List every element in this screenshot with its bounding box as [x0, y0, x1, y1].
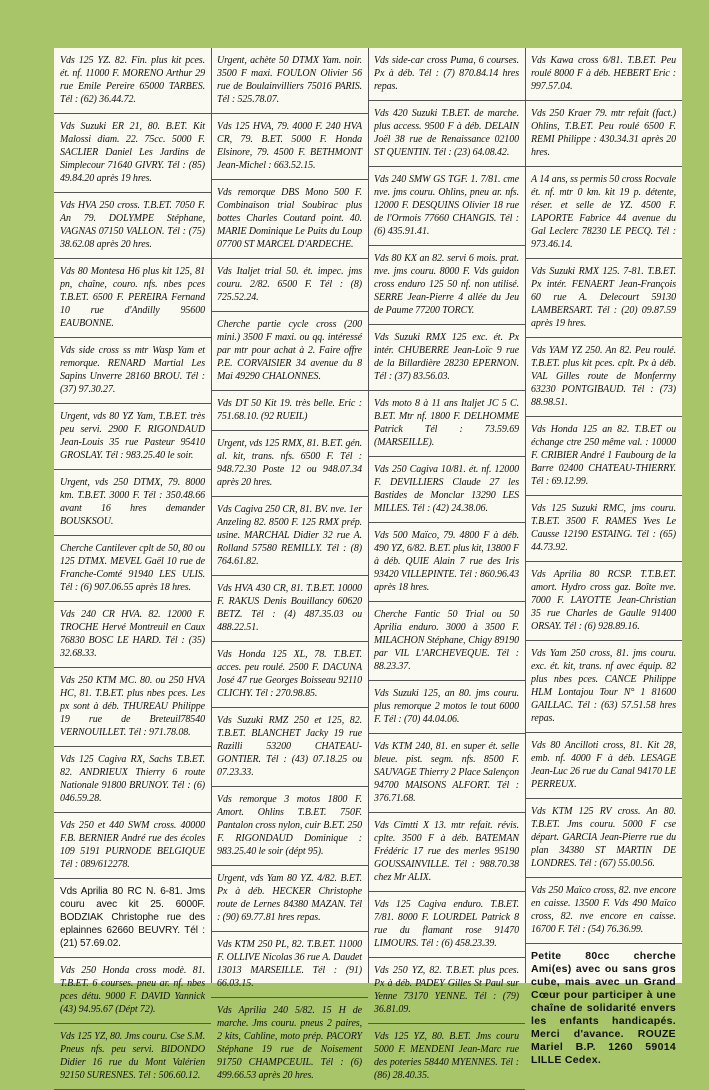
ads-column-2 — [211, 48, 369, 1081]
classified-ad: Urgent, achète 50 DTMX Yam. noir. 3500 F maxi. FOULON Olivier 56 rue de Boulainvilliers 75016 PARIS. Tél : 525.78.07. — [211, 48, 368, 114]
classified-ad: Vds side cross ss mtr Wasp Yam et remorque. RENARD Martial Les Sapins Unverre 28160 BROU. Tél : (37) 97.30.27. — [54, 338, 211, 404]
classified-ad: Vds 80 Ancilloti cross, 81. Kit 28, emb. nf. 4000 F à déb. LESAGE Jean-Luc 26 rue du Canal 94170 LE PERREUX. — [525, 733, 682, 799]
classified-ad: Vds 125 Cagiva enduro. T.B.ET. 7/81. 8000 F. LOURDEL Patrick 8 rue du flamant rose 91470 LIMOURS. Tél : (6) 458.23.39. — [368, 892, 525, 958]
classified-ad: A 14 ans, ss permis 50 cross Rocvale ét. nf. mtr 0 km. kit 19 p. détente, réser. et selle de YZ. 4500 F. LAPORTE Fabrice 44 avenue du Gal Leclerc 78230 LE PECQ. Tél : 973.46.14. — [525, 167, 682, 259]
classified-ad: Vds Aprilia 240 5/82. 15 H de marche. Jms couru. pneus 2 paires, 2 kits, Cahline, moto prép. PACORY Stéphane 19 rue de Noisement 91750 CHAMPCEUIL. Tél : (6) 499.66.53 après 20 hres. — [211, 998, 368, 1090]
classified-ads-page — [54, 48, 682, 1081]
classified-ad: Vds 250 Honda cross modè. 81. T.B.ET. 6 courses. pneu ar. nf. nbes pces détu. 9000 F. DAVID Yannick (43) 94.95.67 (Dépt 72). — [54, 958, 211, 1024]
classified-ad: Vds moto 8 à 11 ans Italjet JC 5 C. B.ET. Mtr nf. 1800 F. DELHOMME Patrick Tél : 73.59.69 (MARSEILLE). — [368, 391, 525, 457]
classified-ad: Vds remorque DBS Mono 500 F. Combinaison trial Soubirac plus bottes Charles Coutard point. 40. MARIE Dominique Le Puits du Loup 07700 ST MARCEL D'ARDECHE. — [211, 180, 368, 259]
classified-ad: Vds 250 Maïco cross, 82. nve encore en caisse. 13500 F. Vds 490 Maïco cross, 82. nve encore en caisse. 16700 F. Tél : (54) 76.36.99. — [525, 878, 682, 944]
classified-ad: Vds 125 YZ, 80. B.ET. Jms couru 5000 F. MENDENI Jean-Marc rue des poteries 58440 MYENNES. Tél : (86) 28.40.35. — [368, 1024, 525, 1090]
classified-ad: Vds KTM 240, 81. en super ét. selle bleue. pist. segm. nfs. 8500 F. SAUVAGE Thierry 2 Place Salençon 94700 MAISONS ALFORT. Tél : 376.71.68. — [368, 734, 525, 813]
ads-column-1 — [54, 48, 212, 1081]
classified-ad: Vds DT 50 Kit 19. très belle. Eric : 751.68.10. (92 RUEIL) — [211, 391, 368, 431]
classified-ad: Cherche Fantic 50 Trial ou 50 Aprilia enduro. 3000 à 3500 F. MILACHON Stéphane, Chigy 89190 par VIL L'ARCHEVEQUE. Tél : 88.23.37. — [368, 602, 525, 681]
classified-ad: Vds 80 KX an 82. servi 6 mois. prat. nve. jms couru. 8000 F. Vds guidon cross enduro 125 50 nf. non utilisé. SERRE Jean-Pierre 4 allée du Jeu de Paume 77200 TORCY. — [368, 246, 525, 325]
classified-ad: Vds Kawa cross 6/81. T.B.ET. Peu roulé 8000 F à déb. HEBERT Eric : 997.57.04. — [525, 48, 682, 101]
classified-ad: Vds 250 KTM MC. 80. ou 250 HVA HC, 81. T.B.ET. plus nbes pces. Les px sont à déb. THUREAU Philippe 19 rue de Breteuil78540 VERNOUILLET. Tél : 971.78.08. — [54, 668, 211, 747]
ads-column-3 — [368, 48, 526, 1081]
classified-ad: Vds Honda 125 an 82. T.B.ET ou échange ctre 250 même val. : 10000 F. CRIBIER André 1 Faubourg de la Barre 02400 CHATEAU-THIERRY. Tél : 69.12.99. — [525, 417, 682, 496]
classified-ad: Vds 250 et 440 SWM cross. 40000 F.B. BERNIER André rue des écoles 109 5191 PURNODE BELGIQUE Tél : 089/612278. — [54, 813, 211, 879]
classified-ad: Vds 250 Cagiva 10/81. ét. nf. 12000 F. DEVILLIERS Claude 27 les Bastides de Monclar 13290 LES MILLES. Tél : (42) 24.38.06. — [368, 457, 525, 523]
classified-ad: Vds 250 YZ, 82. T.B.ET. plus pces. Px à déb. PADEY Gilles St Paul sur Yenne 73170 YENNE. Tél : (79) 36.81.09. — [368, 958, 525, 1024]
classified-ad: Vds 125 Cagiva RX, Sachs T.B.ET. 82. ANDRIEUX Thierry 6 route Nationale 91800 BRUNOY. Tél : (6) 046.59.28. — [54, 747, 211, 813]
classified-ad: Vds 420 Suzuki T.B.ET. de marche. plus access. 9500 F à déb. DELAIN Joël 38 rue de Renaissance 02100 ST QUENTIN. Tél : (23) 64.08.42. — [368, 101, 525, 167]
classified-ad: Vds 125 Suzuki RMC, jms couru. T.B.ET. 3500 F. RAMES Yves Le Causse 12190 ESTAING. Tél : (65) 44.73.92. — [525, 496, 682, 562]
classified-ad: Vds KTM 250 PL, 82. T.B.ET. 11000 F. OLLIVE Nicolas 36 rue A. Daudet 13013 MARSEILLE. Tél : (91) 66.03.15. — [211, 932, 368, 998]
classified-ad: Vds side-car cross Puma, 6 courses. Px à déb. Tél : (7) 870.84.14 hres repas. — [368, 48, 525, 101]
classified-ad: Cherche Cantilever cplt de 50, 80 ou 125 DTMX. MEVEL Gaël 10 rue de Franche-Comté 91940 LES ULIS. Tél : (6) 907.06.55 après 18 hres. — [54, 536, 211, 602]
classified-ad: Vds Suzuki RMX 125. 7-81. T.B.ET. Px intér. FENAERT Jean-François 60 rue A. Delecourt 59130 LAMBERSART. Tél : (20) 09.87.59 après 19 hres. — [525, 259, 682, 338]
classified-ad: Vds HVA 430 CR, 81. T.B.ET. 10000 F. RAKUS Denis Bouillancy 60620 BETZ. Tél : (4) 487.35.03 ou 488.22.51. — [211, 576, 368, 642]
classified-ad: Vds Cagiva 250 CR, 81. BV. nve. 1er Anzeling 82. 8500 F. 125 RMX prép. usine. MARCHAL Didier 32 rue A. Rolland 57580 REMILLY. Tél : (8) 764.61.82. — [211, 497, 368, 576]
classified-ad: Vds Suzuki RMX 125 exc. ét. Px intér. CHUBERRE Jean-Loïc 9 rue de la Billardière 28230 EPERNON. Tél : (37) 83.56.03. — [368, 325, 525, 391]
classified-ad: Vds Honda 125 XL, 78. T.B.ET. acces. peu roulé. 2500 F. DACUNA José 47 rue Georges Boisseau 92110 CLICHY. Tél : 270.98.85. — [211, 642, 368, 708]
classified-ad: Vds 125 YZ. 82. Fin. plus kit pces. ét. nf. 11000 F. MORENO Arthur 29 rue Emile Pereire 65000 TARBES. Tél : (62) 36.44.72. — [54, 48, 211, 114]
classified-ad: Vds 125 HVA, 79. 4000 F. 240 HVA CR, 79. B.ET. 5000 F. Honda Elsinore, 79. 4500 F. BETHMONT Jean-Michel : 663.52.15. — [211, 114, 368, 180]
classified-ad: Petite 80cc cherche Ami(es) avec ou sans gros cube, mais avec un Grand Cœur pour participer à une chaîne de solidarité envers les enfants handicapés. Merci d'avance. ROUZE Mariel B.P. 1260 59014 LILLE Cedex. — [531, 950, 676, 1066]
ads-column-4 — [525, 48, 682, 1066]
classified-ad: Vds 125 YZ, 80. Jms couru. Cse S.M. Pneus nfs. peu servi. BIDONDO Didier 16 rue du Mont Valérien 92150 SURESNES. Tél : 506.60.12. — [54, 1024, 211, 1090]
classified-ad: Vds 250 Kraer 79. mtr refait (fact.) Ohlins, T.B.ET. Peu roulé 6500 F. REMI Philippe : 430.34.31 après 20 hres. — [525, 101, 682, 167]
classified-ad: Vds remorque 3 motos 1800 F. Amort. Ohlins T.B.ET. 750F. Pantalon cross nylon, cuir B.ET. 250 F. RIGONDAUD Dominique : 983.25.40 le soir (dépt 95). — [211, 787, 368, 866]
classified-ad: Vds 240 SMW GS TGF. 1. 7/81. cme nve. jms couru. Ohlins, pneu ar. nfs. 12000 F. DESQUINS Olivier 18 rue de l'Ormois 77660 CHANGIS. Tél : (6) 435.91.41. — [368, 167, 525, 246]
classified-ad: Vds 500 Maïco, 79. 4800 F à déb. 490 YZ, 6/82. B.ET. plus kit, 13800 F à déb. QUIE Alain 7 rue des Iris 93420 VILLEPINTE. Tél : 860.96.43 après 18 hres. — [368, 523, 525, 602]
classified-ad: Vds Aprilia 80 RC N. 6-81. Jms couru avec kit 25. 6000F. BODZIAK Christophe rue des eplainnes 62660 BEUVRY. Tél : (21) 57.69.02. — [54, 879, 211, 958]
classified-ad: Cherche partie cycle cross (200 mini.) 3500 F maxi. ou qq. intéressé par mtr pour achat à 2. Faire offre P.E. CORVAISIER 34 avenue du 8 Mai 49290 CHALONNES. — [211, 312, 368, 391]
classified-ad: Vds Cimtti X 13. mtr refait. révis. cplte. 3500 F à déb. BATEMAN Frédéric 17 rue des merles 95190 GOUSSAINVILLE. Tél : 988.70.38 chez Mr ALIX. — [368, 813, 525, 892]
classified-ad: Vds 240 CR HVA. 82. 12000 F. TROCHE Hervé Montreuil en Caux 76830 BOSC LE HARD. Tél : (35) 32.68.33. — [54, 602, 211, 668]
classified-ad: Vds KTM 125 RV cross. An 80. T.B.ET. Jms couru. 5000 F cse départ. GARCIA Jean-Pierre rue du plan 34380 ST MARTIN DE LONDRES. Tél : (67) 55.00.56. — [525, 799, 682, 878]
classified-ad: Vds Suzuki 125, an 80. jms couru. plus remorque 2 motos le tout 6000 F. Tél : (70) 44.04.06. — [368, 681, 525, 734]
classified-ad: Vds YAM YZ 250. An 82. Peu roulé. T.B.ET. plus kit pces. cplt. Px à déb. VAL Gilles route de Monferrny 63230 PONTGIBAUD. Tél : (73) 88.98.51. — [525, 338, 682, 417]
classified-ad: Vds Suzuki RMZ 250 et 125, 82. T.B.ET. BLANCHET Jacky 19 rue Razilli 53200 CHATEAU-GONTIER. Tél : (43) 07.18.25 ou 07.23.33. — [211, 708, 368, 787]
classified-ad: Vds Yam 250 cross, 81. jms couru. exc. ét. kit, trans. nf avec équip. 82 plus nbes pces. CANCE Philippe HLM Lontajou Tour N° 1 81600 GAILLAC. Tél : (63) 57.51.58 hres repas. — [525, 641, 682, 733]
classified-ad: Vds Suzuki ER 21, 80. B.ET. Kit Malossi diam. 22. 75cc. 5000 F. SACLIER Daniel Les Jardins de Simplecour 71640 GIVRY. Tél : (85) 49.84.20 après 19 hres. — [54, 114, 211, 193]
classified-ad: Vds HVA 250 cross. T.B.ET. 7050 F. An 79. DOLYMPE Stéphane, VAGNAS 07150 VALLON. Tél : (75) 38.62.08 après 20 hres. — [54, 193, 211, 259]
classified-ad: Urgent, vds Yam 80 YZ. 4/82. B.ET. Px à déb. HECKER Christophe route de Lernes 84380 MAZAN. Tél : (90) 69.77.81 hres repas. — [211, 866, 368, 932]
classified-ad: Vds Italjet trial 50. ét. impec. jms couru. 2/82. 6500 F. Tél : (8) 725.52.24. — [211, 259, 368, 312]
classified-ad: Vds 80 Montesa H6 plus kit 125, 81 pn, chaîne, couro. nfs. nbes pces T.B.ET. 6500 F. PEREIRA Fernand 10 rue d'Andilly 95600 EAUBONNE. — [54, 259, 211, 338]
classified-ad: Urgent, vds 125 RMX, 81. B.ET. gén. al. kit, trans. nfs. 6500 F. Tél : 948.72.30 Poste 12 ou 948.07.34 après 20 hres. — [211, 431, 368, 497]
classified-ad: Vds Aprilia 80 RCSP. T.T.B.ET. amort. Hydro cross gaz. Boîte nve. 7000 F. LAYOTTE Jean-Christian 35 rue Charles de Gaulle 91400 ORSAY. Tél : (6) 928.89.16. — [525, 562, 682, 641]
classified-ad: Urgent, vds 250 DTMX, 79. 8000 km. T.B.ET. 3000 F. Tél : 350.48.66 avant 16 hres demander BOUSKSOU. — [54, 470, 211, 536]
classified-ad: Urgent, vds 80 YZ Yam, T.B.ET. très peu servi. 2900 F. RIGONDAUD Jean-Louis 35 rue Pasteur 95410 GROSLAY. Tél : 983.25.40 le soir. — [54, 404, 211, 470]
